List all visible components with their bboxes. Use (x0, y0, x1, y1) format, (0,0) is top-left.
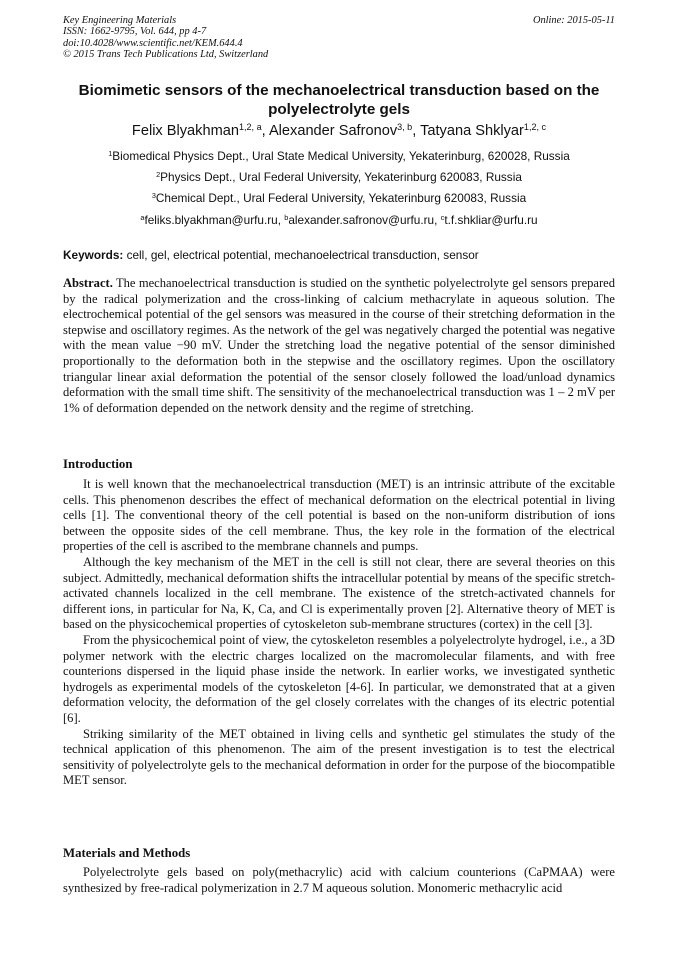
affiliation-marker: 3 (151, 190, 156, 200)
author-name: Felix Blyakhman (131, 123, 239, 139)
methods-body (63, 865, 615, 896)
introduction-heading: Introduction (63, 457, 133, 471)
copyright-line: © 2015 Trans Tech Publications Ltd, Switzerland (63, 48, 269, 60)
doi-line[interactable]: doi:10.4028/www.scientific.net/KEM.644.4 (63, 37, 243, 49)
affiliation-text: Chemical Dept., Ural Federal University, Yekaterinburg 620083, Russia (155, 191, 527, 205)
email-marker: a (140, 212, 145, 222)
affiliation-3 (63, 191, 615, 206)
keywords (63, 248, 615, 263)
affiliation-marker: 1 (108, 148, 113, 158)
author-list: Felix Blyakhman$^{1,2, a}$, Alexander Safronov$^{3, b}$, Tatyana Shklyar$^{1,2, c}$ (131, 122, 547, 139)
affiliation-text: Biomedical Physics Dept., Ural State Medical University, Yekaterinburg, 620028, Russia (112, 149, 570, 163)
author-name: Tatyana Shklyar (420, 123, 524, 139)
email-link[interactable]: feliks.blyakhman@urfu.ru, (144, 213, 285, 227)
author-affiliation-marker: 3, b (397, 122, 413, 133)
intro-paragraph: Striking similarity of the MET obtained in living cells and synthetic gel stimulates the study of the technical application of this phenomenon. The aim of the present investigation is to test the electrical sensitivity of polyelectrolyte gels to the mechanical deformation in order for the purpose of the biocompatible MET sensor. (63, 726, 615, 788)
abstract-paragraph (63, 276, 615, 416)
paper-title: Biomimetic sensors of the mechanoelectrical transduction based on the polyelectrolyte gels (78, 82, 600, 118)
abstract (63, 276, 615, 416)
affiliation-text: Physics Dept., Ural Federal University, Yekaterinburg 620083, Russia (160, 170, 522, 184)
online-date: Online: 2015-05-11 (532, 15, 615, 26)
keywords-text: cell, gel, electrical potential, mechanoelectrical transduction, sensor (123, 248, 479, 262)
introduction-body (63, 477, 615, 789)
email-marker: c (440, 212, 445, 222)
affiliation-1 (63, 149, 615, 164)
methods-heading: Materials and Methods (63, 846, 191, 860)
abstract-text: The mechanoelectrical transduction is studied on the synthetic polyelectrolyte gel sensors prepared by the radical polymerization and the cross-linking of calcium methacrylate in aqueous solution. The electrochemical potential of the gel sensors was measured in the course of their stretching deformation in the stepwise and oscillatory regimes. As the network of the gel was negatively charged the potential was negative with the mean value −90 mV. Under the stretching load the negative potential of the sensor diminished proportionally to the deformation both in the stepwise and the oscillatory regimes. Upon the oscillatory triangular linear axial deformation the potential of the sensor closely followed the load/unload dynamics deformation with the small time shift. The sensitivity of the mechanoelectrical transduction was 1 – 2 mV per 1% of deformation depended on the network density and the regime of stretching. (63, 276, 615, 415)
author-affiliation-marker: 1,2, a (238, 122, 262, 133)
intro-paragraph: Although the key mechanism of the MET in the cell is still not clear, there are several theories on this subject. Admittedly, mechanical deformation shifts the intracellular potential by means of the specific stretch-activated channels localized in the cell membrane. The existence of the stretch-activated channels for different ions, in particular for Na, K, Ca, and Cl is experimentally proven [2]. Alternative theory of MET is based on the physicochemical properties of cytoskeleton sub-membrane structures (cortex) in the cell [3]. (63, 554, 615, 632)
intro-paragraph: From the physicochemical point of view, the cytoskeleton resembles a polyelectrolyte hydrogel, i.e., a 3D polymer network with the electric charges localized on the macromolecular filaments, and with free counterions dispersed in the liquid phase inside the network. In earlier works, we investigated synthetic hydrogels as experimental models of the cytoskeleton [4-6]. In particular, we demonstrated that at a given deformation velocity, the deformation of the gel closely correlates with the changes of its electric potential [6]. (63, 632, 615, 725)
intro-paragraph: It is well known that the mechanoelectrical transduction (MET) is an intrinsic attribute of the excitable cells. This phenomenon describes the effect of mechanical deformation on the electrical potential in living cells [1]. The conventional theory of the cell potential is based on the non-uniform distribution of ions between the opposite sides of the cell membrane. Thus, the key role in the formation of the electrical properties of the cell is ascribed to the membrane channels and pumps. (63, 477, 615, 554)
issn-line: ISSN: 1662-9795, Vol. 644, pp 4-7 (63, 26, 207, 38)
email-marker: b (284, 212, 289, 222)
email-link[interactable]: alexander.safronov@urfu.ru, (288, 213, 441, 227)
author-name: Alexander Safronov (268, 123, 398, 139)
email-link[interactable]: t.f.shkliar@urfu.ru (444, 213, 538, 227)
keywords-label: Keywords: (63, 248, 124, 262)
affiliation-2 (63, 170, 615, 185)
journal-header (63, 15, 615, 60)
methods-paragraph: Polyelectrolyte gels based on poly(methacrylic) acid with calcium counterions (CaPMAA) were synthesized by free-radical polymerization in 2.7 M aqueous solution. Monomeric methacrylic acid (63, 865, 615, 895)
email-list (63, 213, 615, 228)
author-affiliation-marker: 1,2, c (523, 122, 547, 133)
journal-name: Key Engineering Materials (63, 15, 177, 26)
affiliation-marker: 2 (156, 169, 161, 179)
abstract-label: Abstract. (63, 276, 113, 290)
